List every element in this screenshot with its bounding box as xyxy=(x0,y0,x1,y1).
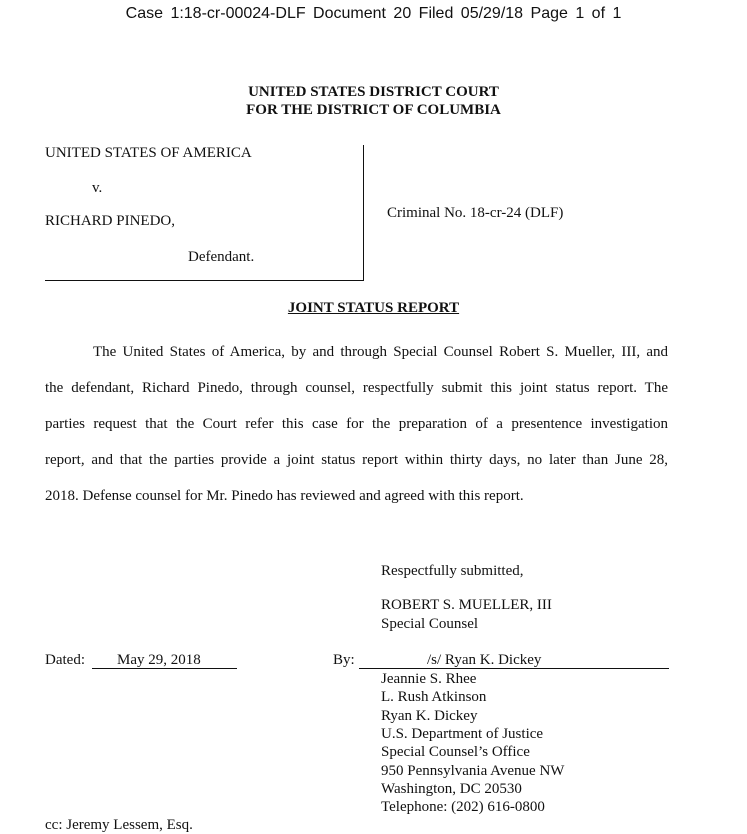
closing: Respectfully submitted, xyxy=(381,563,524,579)
caption-versus: v. xyxy=(92,180,103,196)
signer-title: Special Counsel xyxy=(381,616,479,632)
office-line-5: Telephone: (202) 616-0800 xyxy=(381,799,545,815)
by-underline xyxy=(359,668,669,669)
office-line-1: U.S. Department of Justice xyxy=(381,726,544,742)
caption-plaintiff: UNITED STATES OF AMERICA xyxy=(45,145,252,161)
attorney-3: Ryan K. Dickey xyxy=(381,708,478,724)
dated-underline xyxy=(92,668,237,669)
cc-line: cc: Jeremy Lessem, Esq. xyxy=(45,817,193,833)
caption-defendant-role: Defendant. xyxy=(188,249,255,265)
body-line-2: the defendant, Richard Pinedo, through counsel, respectfully submit this joint status report. The xyxy=(45,380,668,396)
body-line-5: 2018. Defense counsel for Mr. Pinedo has reviewed and agreed with this report. xyxy=(45,488,524,504)
body-line-3: parties request that the Court refer this case for the preparation of a presentence investigation xyxy=(45,416,668,432)
dated-value: May 29, 2018 xyxy=(117,652,201,668)
by-label: By: xyxy=(333,652,355,668)
case-number: Criminal No. 18-cr-24 (DLF) xyxy=(387,205,564,221)
dated-label: Dated: xyxy=(45,652,85,668)
office-line-4: Washington, DC 20530 xyxy=(381,781,522,797)
case-header: Case 1:18-cr-00024-DLF Document 20 Filed 05/29/18 Page 1 of 1 xyxy=(125,5,622,22)
court-name-line1: UNITED STATES DISTRICT COURT xyxy=(248,84,499,100)
office-line-2: Special Counsel’s Office xyxy=(381,744,530,760)
office-line-3: 950 Pennsylvania Avenue NW xyxy=(381,763,565,779)
attorney-2: L. Rush Atkinson xyxy=(381,689,487,705)
attorney-1: Jeannie S. Rhee xyxy=(381,671,477,687)
body-line-4: report, and that the parties provide a joint status report within thirty days, no later than June 28, xyxy=(45,452,668,468)
by-signature: /s/ Ryan K. Dickey xyxy=(427,652,542,668)
court-name-line2: FOR THE DISTRICT OF COLUMBIA xyxy=(246,102,501,118)
signer-name: ROBERT S. MUELLER, III xyxy=(381,597,552,613)
caption-defendant-name: RICHARD PINEDO, xyxy=(45,213,176,229)
body-line-1: The United States of America, by and through Special Counsel Robert S. Mueller, III, and xyxy=(93,344,668,360)
caption-horizontal-rule xyxy=(45,280,364,281)
document-title: JOINT STATUS REPORT xyxy=(287,300,460,316)
caption-vertical-rule xyxy=(363,145,364,280)
